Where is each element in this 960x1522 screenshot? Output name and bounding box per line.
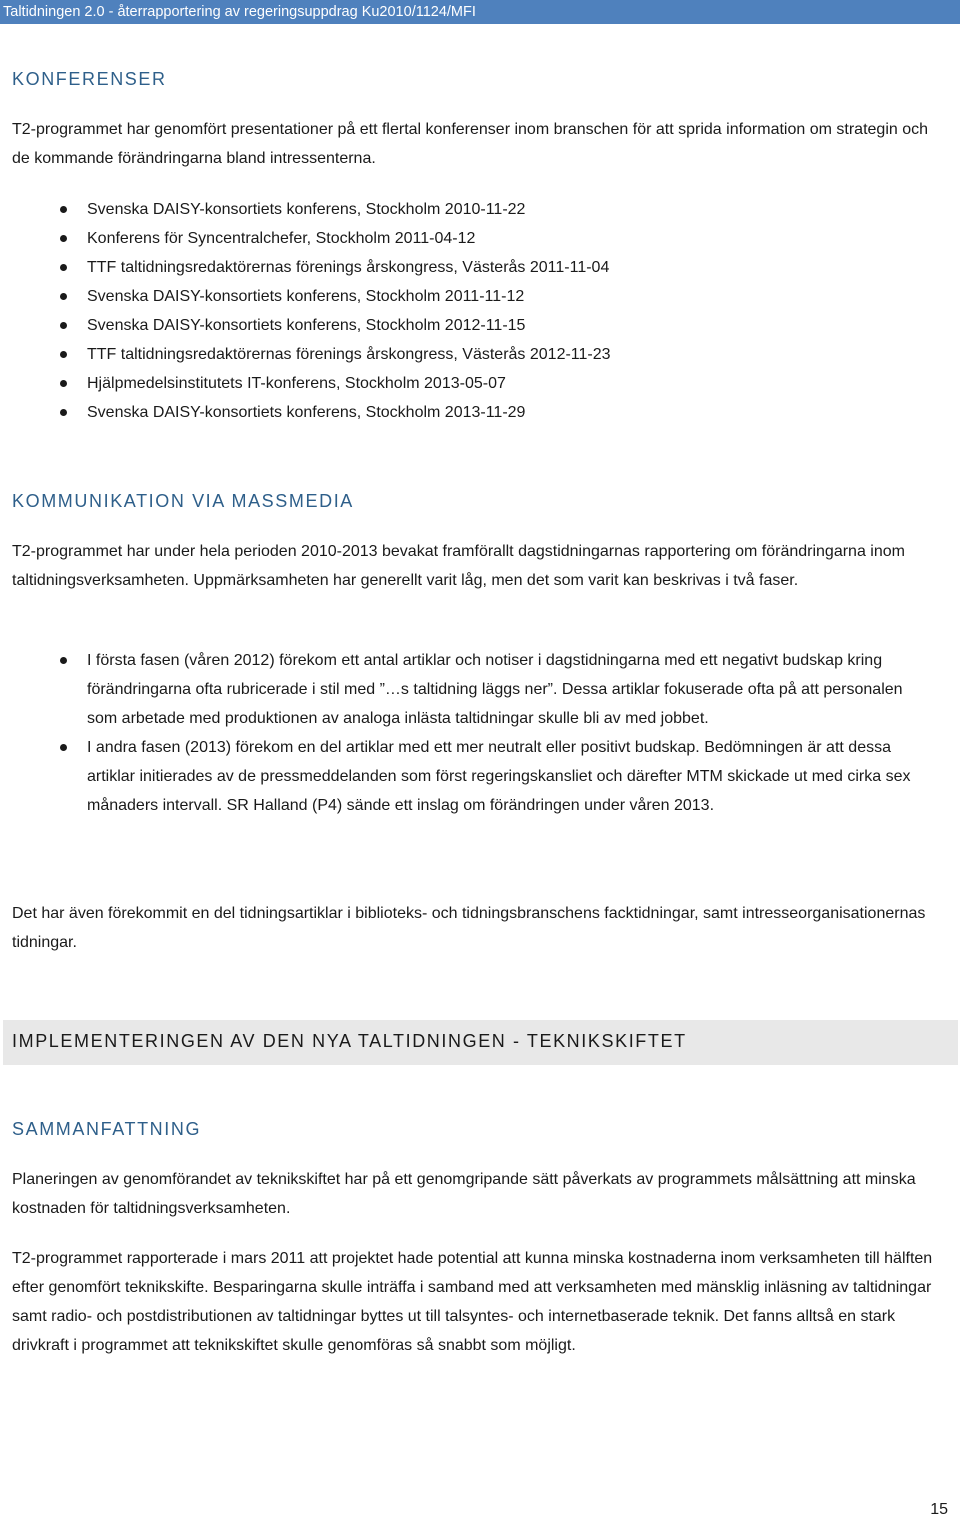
bullet-icon xyxy=(60,235,67,242)
bullet-icon xyxy=(60,657,67,664)
bullet-icon xyxy=(60,293,67,300)
list-item-text: Konferens för Syncentralchefer, Stockholm 2011-04-12 xyxy=(87,230,476,247)
heading-massmedia: KOMMUNIKATION VIA MASSMEDIA xyxy=(12,491,354,511)
section-band-implementering xyxy=(3,1020,958,1065)
list-item-text: Svenska DAISY-konsortiets konferens, Stockholm 2010-11-22 xyxy=(87,201,526,218)
conference-list-item xyxy=(12,195,948,224)
konferenser-intro: T2-programmet har genomfört presentationer på ett flertal konferenser inom branschen för att sprida information om strategin och de kommande förändringarna bland intressenterna. xyxy=(12,121,929,167)
list-item-text: TTF taltidningsredaktörernas förenings årskongress, Västerås 2012-11-23 xyxy=(87,346,611,363)
conference-list-item xyxy=(12,224,948,253)
media-phase-list-item xyxy=(12,733,929,820)
heading-sammanfattning: SAMMANFATTNING xyxy=(12,1119,202,1139)
conference-list-item xyxy=(12,282,948,311)
bullet-icon xyxy=(60,264,67,271)
conference-list-item xyxy=(12,311,948,340)
massmedia-intro: T2-programmet har under hela perioden 2010-2013 bevakat framförallt dagstidningarnas rapportering om förändringarna inom taltidningsverksamheten. Uppmärksamheten har generellt varit låg, men det som varit kan beskrivas i två faser. xyxy=(12,543,905,589)
sammanfattning-paragraph-1: Planeringen av genomförandet av teknikskiftet har på ett genomgripande sätt påverkats av programmets målsättning att minska kostnaden för taltidningsverksamheten. xyxy=(12,1171,916,1217)
list-item-text: I första fasen (våren 2012) förekom ett antal artiklar och notiser i dagstidningarna med ett negativt budskap kring förändringarna ofta rubricerade i stil med ”…s taltidning läggs ner”. Dessa artiklar fokuserade ofta på att personalen som arbetade med produktionen av analoga inlästa taltidningar skulle bli av med jobbet. xyxy=(87,652,903,727)
massmedia-list xyxy=(12,646,929,820)
heading-konferenser: KONFERENSER xyxy=(12,69,167,89)
sammanfattning-paragraph-2: T2-programmet rapporterade i mars 2011 att projektet hade potential att kunna minska kostnaderna inom verksamheten till hälften efter genomfört teknikskifte. Besparingarna skulle inträffa i samband med att verksamheten med mänsklig inläsning av taltidningar samt radio- och postdistributionen av taltidningar byttes ut till talsyntes- och internetbaserade teknik. Det fanns alltså en stark drivkraft i programmet att teknikskiftet skulle genomföras så snabbt som möjligt. xyxy=(12,1250,933,1354)
bullet-icon xyxy=(60,744,67,751)
list-item-text: Svenska DAISY-konsortiets konferens, Stockholm 2011-11-12 xyxy=(87,288,525,305)
bullet-icon xyxy=(60,322,67,329)
media-phase-list-item xyxy=(12,646,929,733)
document-header-bar xyxy=(0,0,960,24)
bullet-icon xyxy=(60,409,67,416)
list-item-text: I andra fasen (2013) förekom en del artiklar med ett mer neutralt eller positivt budskap. Bedömningen är att dessa artiklar initierades av de pressmeddelanden som först regeringskansliet och därefter MTM skickade ut med cirka sex månaders intervall. SR Halland (P4) sände ett inslag om förändringen under våren 2013. xyxy=(87,739,911,814)
conference-list-item xyxy=(12,340,948,369)
document-header-title: Taltidningen 2.0 - återrapportering av regeringsuppdrag Ku2010/1124/MFI xyxy=(3,4,476,20)
list-item-text: Svenska DAISY-konsortiets konferens, Stockholm 2013-11-29 xyxy=(87,404,526,421)
conference-list-item xyxy=(12,369,948,398)
page-number: 15 xyxy=(930,1501,948,1518)
bullet-icon xyxy=(60,351,67,358)
massmedia-closing: Det har även förekommit en del tidningsartiklar i biblioteks- och tidningsbranschens facktidningar, samt intresseorganisationernas tidningar. xyxy=(12,905,926,951)
heading-implementering: IMPLEMENTERINGEN AV DEN NYA TALTIDNINGEN - TEKNIKSKIFTET xyxy=(12,1031,687,1051)
list-item-text: Hjälpmedelsinstitutets IT-konferens, Stockholm 2013-05-07 xyxy=(87,375,506,392)
conference-list-item xyxy=(12,398,948,427)
bullet-icon xyxy=(60,206,67,213)
bullet-icon xyxy=(60,380,67,387)
list-item-text: Svenska DAISY-konsortiets konferens, Stockholm 2012-11-15 xyxy=(87,317,526,334)
konferenser-list xyxy=(12,195,948,427)
conference-list-item xyxy=(12,253,948,282)
list-item-text: TTF taltidningsredaktörernas förenings årskongress, Västerås 2011-11-04 xyxy=(87,259,610,276)
